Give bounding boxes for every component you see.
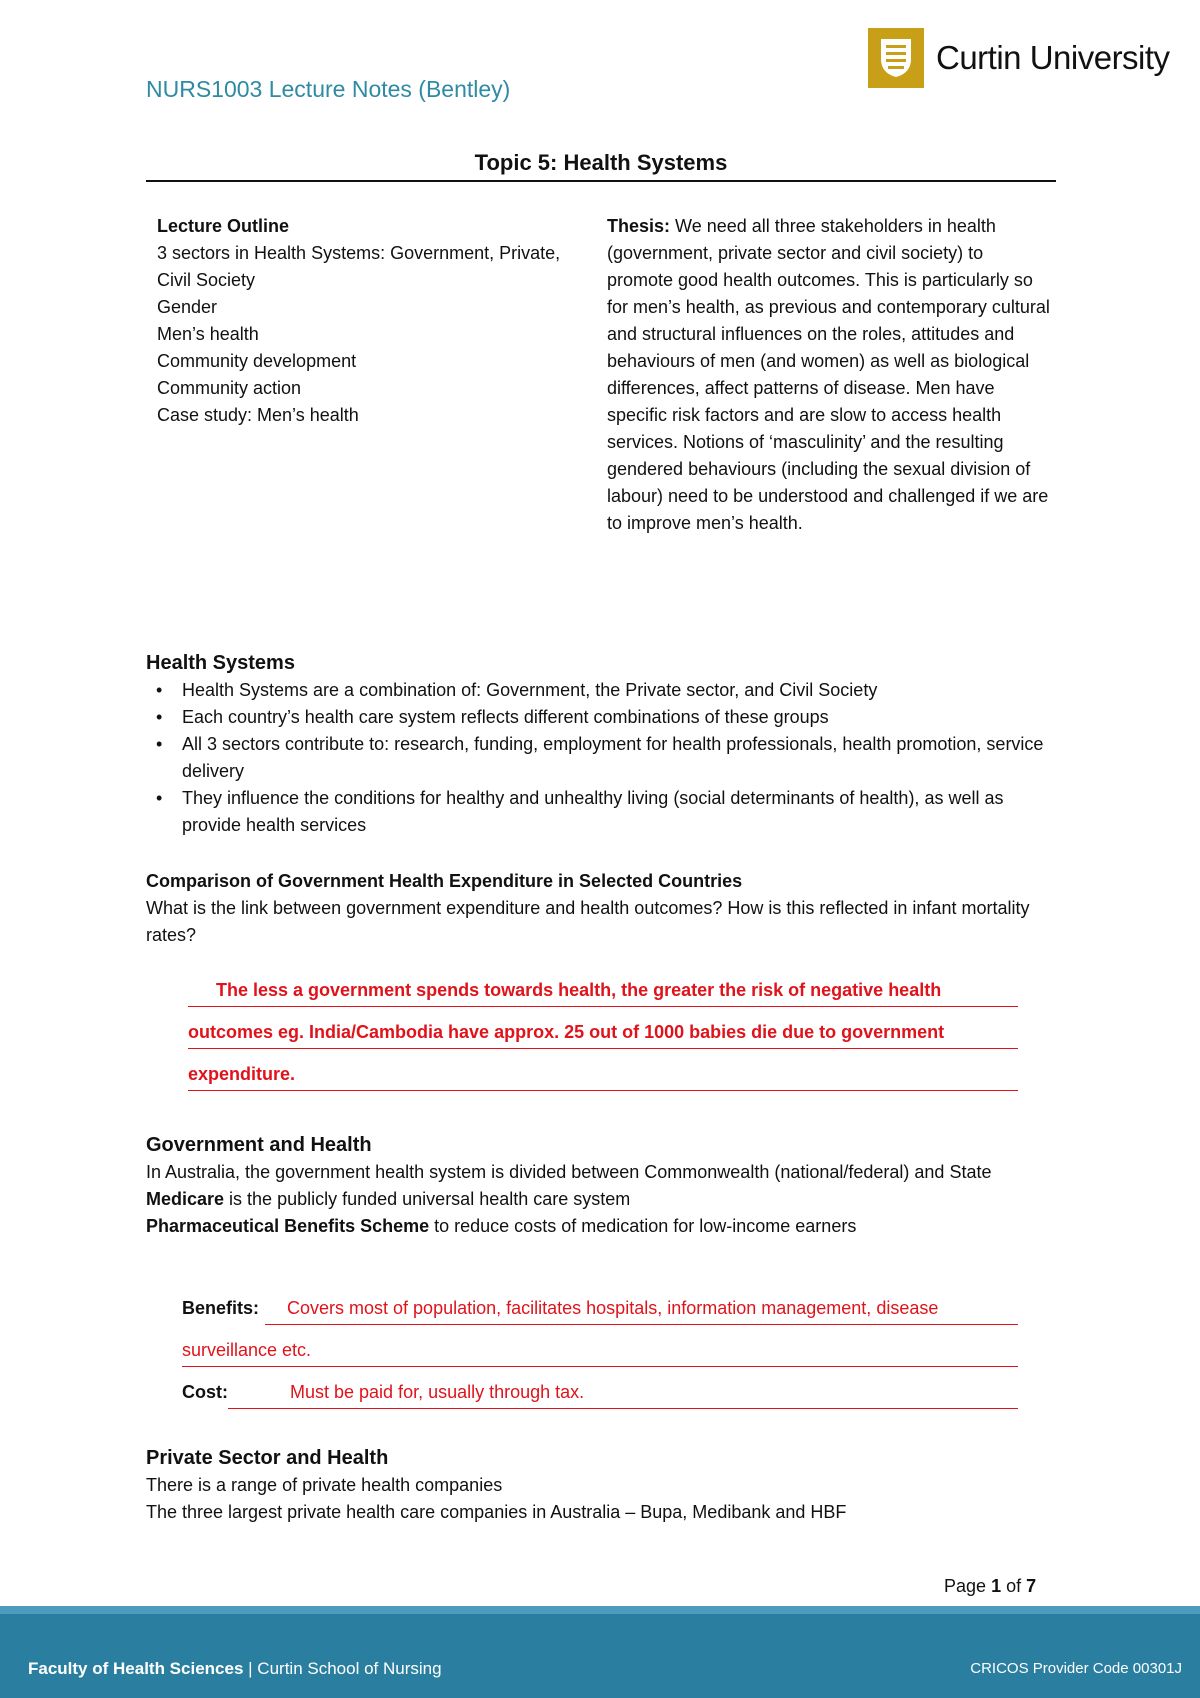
logo-wordmark: Curtin University [936, 39, 1170, 76]
footer-faculty-name: Faculty of Health Sciences [28, 1659, 244, 1678]
pbs-line [146, 1213, 1061, 1240]
government-section [146, 1131, 1061, 1240]
benefits-cost-block [182, 1292, 1018, 1409]
answer-line: The less a government spends towards health, the greater the risk of negative health [188, 974, 1018, 1007]
outline-item: Gender [157, 297, 218, 317]
cost-answer: Must be paid for, usually through tax. [228, 1376, 1018, 1409]
page-current: 1 [991, 1576, 1002, 1596]
outline-item: Community development [157, 351, 357, 371]
comparison-answer [188, 974, 1018, 1091]
pbs-label: Pharmaceutical Benefits Scheme [146, 1216, 430, 1236]
cost-row [182, 1376, 1018, 1409]
benefits-label: Benefits: [182, 1298, 260, 1318]
private-line: The three largest private health care companies in Australia – Bupa, Medibank and HBF [146, 1502, 847, 1522]
health-systems-list [146, 677, 1061, 839]
answer-line: outcomes eg. India/Cambodia have approx. 25 out of 1000 babies die due to government [188, 1016, 1018, 1049]
private-line: There is a range of private health companies [146, 1475, 503, 1495]
lecture-outline-heading: Lecture Outline [157, 216, 290, 236]
curtin-logo [868, 28, 1186, 88]
document-header-title: NURS1003 Lecture Notes (Bentley) [146, 76, 511, 102]
footer-separator: | [248, 1659, 253, 1678]
footer-faculty [28, 1655, 442, 1682]
answer-line: expenditure. [188, 1058, 1018, 1091]
list-item: • Each country’s health care system reflects different combinations of these groups [146, 704, 1061, 731]
outline-item: Case study: Men’s health [157, 405, 359, 425]
private-section [146, 1444, 1061, 1526]
private-heading: Private Sector and Health [146, 1447, 389, 1469]
health-systems-section [146, 649, 1061, 839]
list-item: • They influence the conditions for healthy and unhealthy living (social determinants of health), as well as provide health services [146, 785, 1061, 839]
government-heading: Government and Health [146, 1134, 372, 1156]
thesis-block [607, 213, 1052, 537]
footer-bar [0, 1606, 1200, 1698]
list-item: • All 3 sectors contribute to: research, funding, employment for health professionals, health promotion, service delivery [146, 731, 1061, 785]
page-total: 7 [1026, 1576, 1037, 1596]
benefits-row [182, 1292, 1018, 1325]
footer-school-name: Curtin School of Nursing [257, 1659, 442, 1678]
comparison-section [146, 868, 1061, 949]
outline-item: Community action [157, 378, 302, 398]
lecture-outline [157, 213, 577, 429]
health-systems-heading: Health Systems [146, 652, 295, 674]
footer-cricos: CRICOS Provider Code 00301J [970, 1660, 1182, 1677]
cost-label: Cost: [182, 1382, 228, 1402]
crest-icon [868, 28, 924, 88]
page-number [944, 1573, 1036, 1600]
medicare-label: Medicare [146, 1189, 225, 1209]
page-of: of [1006, 1576, 1022, 1596]
title-rule [146, 180, 1056, 182]
outline-item: 3 sectors in Health Systems: Government, Private, Civil Society [157, 243, 561, 290]
government-intro: In Australia, the government health system is divided between Commonwealth (national/federal) and State [146, 1162, 992, 1182]
footer-stripe [0, 1606, 1200, 1614]
topic-title: Topic 5: Health Systems [474, 150, 728, 175]
medicare-text: is the publicly funded universal health care system [224, 1189, 631, 1209]
medicare-line [146, 1186, 1061, 1213]
comparison-question: What is the link between government expenditure and health outcomes? How is this reflected in infant mortality rates? [146, 898, 1030, 945]
outline-item: Men’s health [157, 324, 259, 344]
benefits-answer: Covers most of population, facilitates hospitals, information management, disease [265, 1292, 1018, 1325]
thesis-text: We need all three stakeholders in health (government, private sector and civil society) to promote good health outcomes. This is particularly so for men’s health, as previous and contemporary cultural and structural influences on the roles, attitudes and behaviours of men (and women) as well as biological differences, affect patterns of disease. Men have specific risk factors and are slow to access health services. Notions of ‘masculinity’ and the resulting gendered behaviours (including the sexual division of labour) need to be understood and challenged if we are to improve men’s health. [607, 216, 1050, 533]
thesis-label: Thesis: [607, 216, 671, 236]
pbs-text: to reduce costs of medication for low-income earners [429, 1216, 857, 1236]
page-label: Page [944, 1576, 987, 1596]
list-item: • Health Systems are a combination of: Government, the Private sector, and Civil Society [146, 677, 1061, 704]
benefits-answer-cont: surveillance etc. [182, 1334, 1018, 1367]
comparison-heading: Comparison of Government Health Expenditure in Selected Countries [146, 871, 743, 891]
